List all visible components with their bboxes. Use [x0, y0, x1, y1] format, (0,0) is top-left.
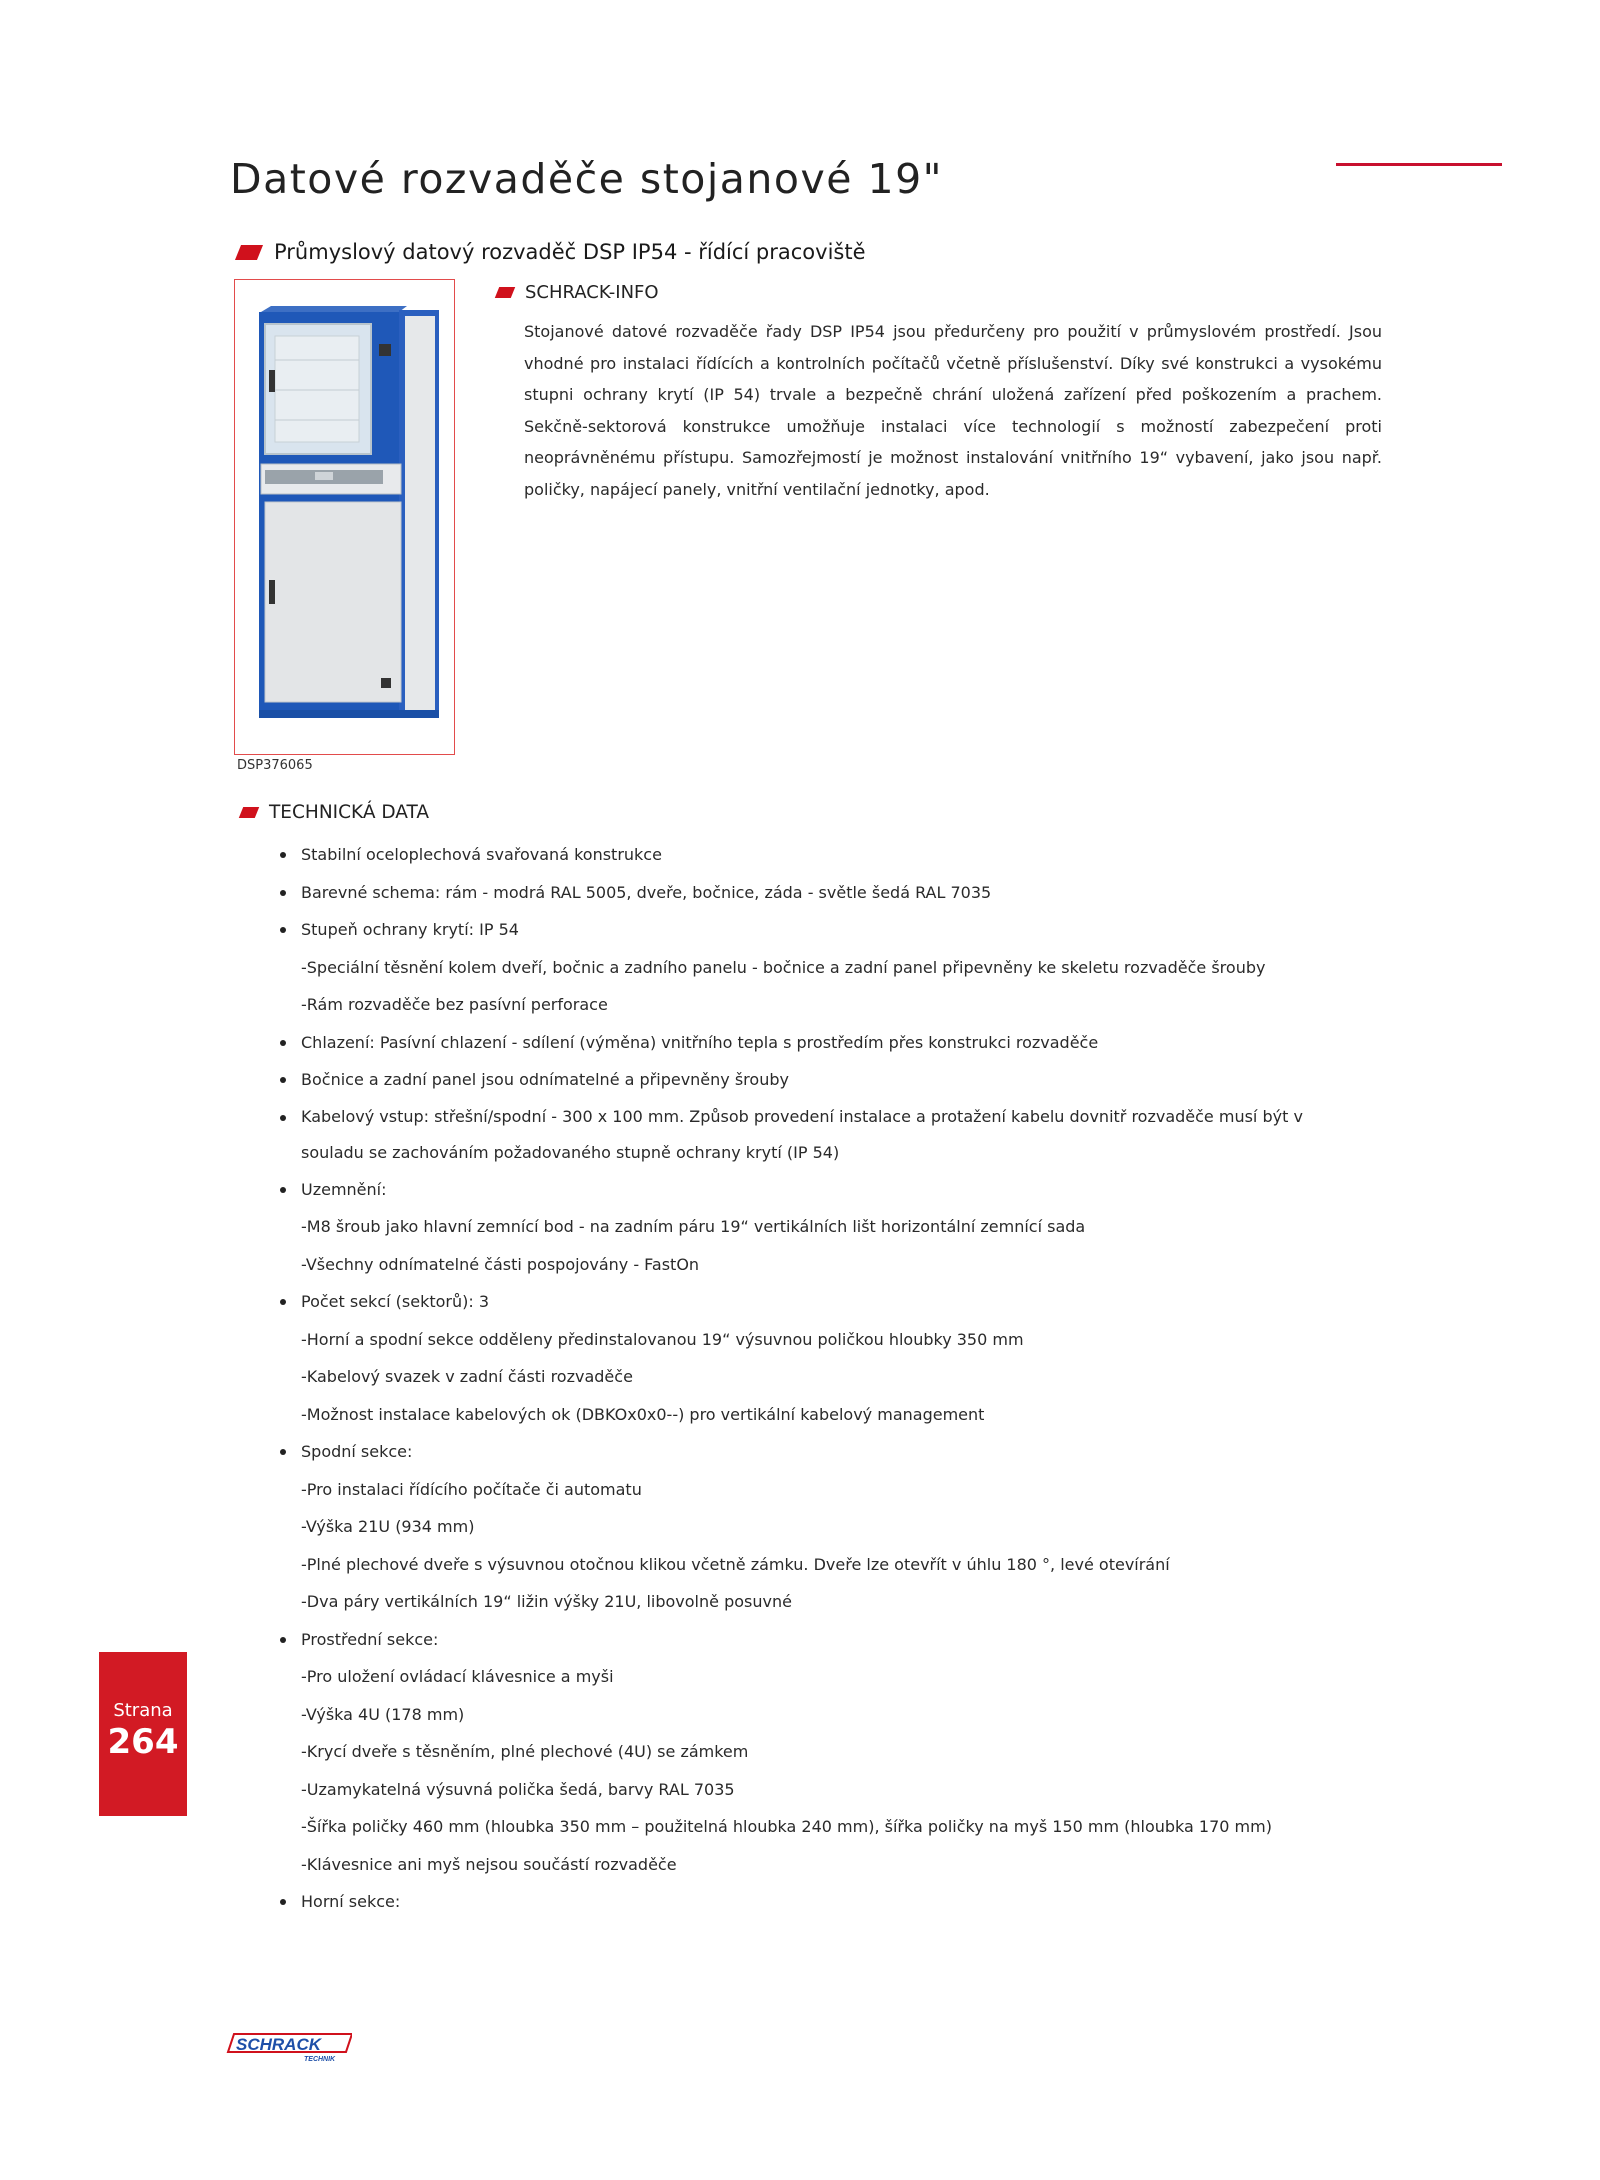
tech-list-item: Uzemnění:	[278, 1171, 1358, 1209]
tech-list-subitem: -Horní a spodní sekce odděleny předinstalovanou 19“ výsuvnou poličkou hloubky 350 mm	[301, 1329, 1024, 1349]
schrack-logo	[226, 2030, 352, 2064]
tech-list-item: Horní sekce:	[278, 1883, 1358, 1921]
tech-heading	[241, 802, 429, 823]
info-paragraph: Stojanové datové rozvaděče řady DSP IP54 jsou předurčeny pro použití v průmyslovém prostředí. Jsou vhodné pro instalaci řídících a kontrolních počítačů včetně příslušenství. Díky své konstrukci a vysokému stupni ochrany krytí (IP 54) trvale a bezpečně chrání uložená zařízení před poškozením a prachem. Sekčně-sektorová konstrukce umožňuje instalaci více technologií s možností zabezpečení proti neoprávněnému přístupu. Samozřejmostí je možnost instalování vnitřního 19“ vybavení, jako jsou např. poličky, napájecí panely, vnitřní ventilační jednotky, apod.	[524, 322, 1382, 499]
tech-list-subitem: -Speciální těsnění kolem dveří, bočnic a zadního panelu - bočnice a zadní panel připevněny ke skeletu rozvaděče šrouby	[301, 957, 1266, 977]
tech-list-item: Barevné schema: rám - modrá RAL 5005, dveře, bočnice, záda - světle šedá RAL 7035	[278, 874, 1358, 912]
tech-list-subitem: -Klávesnice ani myš nejsou součástí rozvaděče	[301, 1854, 677, 1874]
tech-list-subitem: -Uzamykatelná výsuvná polička šedá, barvy RAL 7035	[301, 1779, 735, 1799]
tech-list	[278, 836, 1358, 1921]
tech-list-subitem: -Možnost instalace kabelových ok (DBKOx0x0--) pro vertikální kabelový management	[301, 1404, 985, 1424]
tech-list-subitem: -Plné plechové dveře s výsuvnou otočnou klikou včetně zámku. Dveře lze otevřít v úhlu 180 °, levé otevírání	[301, 1554, 1170, 1574]
section-marker-icon	[495, 287, 515, 298]
tech-list-subitem: -Šířka poličky 460 mm (hloubka 350 mm – použitelná hloubka 240 mm), šířka poličky na myš 150 mm (hloubka 170 mm)	[301, 1817, 1272, 1836]
info-heading-label: SCHRACK-INFO	[525, 282, 659, 303]
tech-list-subitem: -Pro instalaci řídícího počítače či automatu	[301, 1479, 642, 1499]
tech-list-subitem: -Výška 21U (934 mm)	[301, 1517, 475, 1536]
tech-list-subitem: -Rám rozvaděče bez pasívní perforace	[301, 995, 608, 1014]
tech-list-item: Prostřední sekce:	[278, 1621, 1358, 1659]
product-code: DSP376065	[237, 758, 313, 773]
tech-list-item: Bočnice a zadní panel jsou odnímatelné a připevněny šrouby	[278, 1061, 1358, 1099]
product-heading	[238, 240, 866, 264]
page-number: 264	[107, 1722, 179, 1762]
product-title: Průmyslový datový rozvaděč DSP IP54 - řídící pracoviště	[274, 240, 866, 264]
tech-list-item: Spodní sekce:	[278, 1433, 1358, 1471]
tech-list-subitem: -Kabelový svazek v zadní části rozvaděče	[301, 1367, 633, 1386]
section-marker-icon	[235, 245, 263, 260]
product-image	[234, 279, 455, 755]
title-rule	[1336, 163, 1502, 166]
tech-list-item: Chlazení: Pasívní chlazení - sdílení (výměna) vnitřního tepla s prostředím přes konstrukci rozvaděče	[278, 1024, 1358, 1062]
tech-list-subitem: -Všechny odnímatelné části pospojovány - FastOn	[301, 1254, 700, 1274]
info-heading	[497, 282, 659, 303]
schrack-logo-mark	[226, 2030, 352, 2064]
tech-list-item: Stabilní oceloplechová svařovaná konstrukce	[278, 836, 1358, 874]
tech-list-item: Stupeň ochrany krytí: IP 54	[278, 911, 1358, 949]
page-label: Strana	[113, 1700, 173, 1721]
tech-list-item: Počet sekcí (sektorů): 3	[278, 1283, 1358, 1321]
tech-list-subitem: -M8 šroub jako hlavní zemnící bod - na zadním páru 19“ vertikálních lišt horizontální zemnící sada	[301, 1217, 1086, 1236]
tech-list-subitem: -Pro uložení ovládací klávesnice a myši	[301, 1667, 614, 1686]
page-number-tab	[99, 1652, 187, 1816]
cabinet-illustration	[235, 280, 453, 753]
tech-list-subitem: -Dva páry vertikálních 19“ ližin výšky 21U, libovolně posuvné	[301, 1592, 792, 1611]
page-title: Datové rozvaděče stojanové 19"	[230, 155, 944, 204]
tech-list-subitem: -Krycí dveře s těsněním, plné plechové (4U) se zámkem	[301, 1742, 749, 1761]
svg-text:SCHRACK: SCHRACK	[236, 2035, 321, 2054]
tech-list-item: Kabelový vstup: střešní/spodní - 300 x 100 mm. Způsob provedení instalace a protažení kabelu dovnitř rozvaděče musí být v souladu se zachováním požadovaného stupně ochrany krytí (IP 54)	[278, 1099, 1358, 1171]
section-marker-icon	[239, 807, 259, 818]
tech-list-subitem: -Výška 4U (178 mm)	[301, 1704, 465, 1724]
tech-heading-label: TECHNICKÁ DATA	[269, 802, 430, 823]
svg-text:TECHNIK: TECHNIK	[304, 2056, 336, 2063]
